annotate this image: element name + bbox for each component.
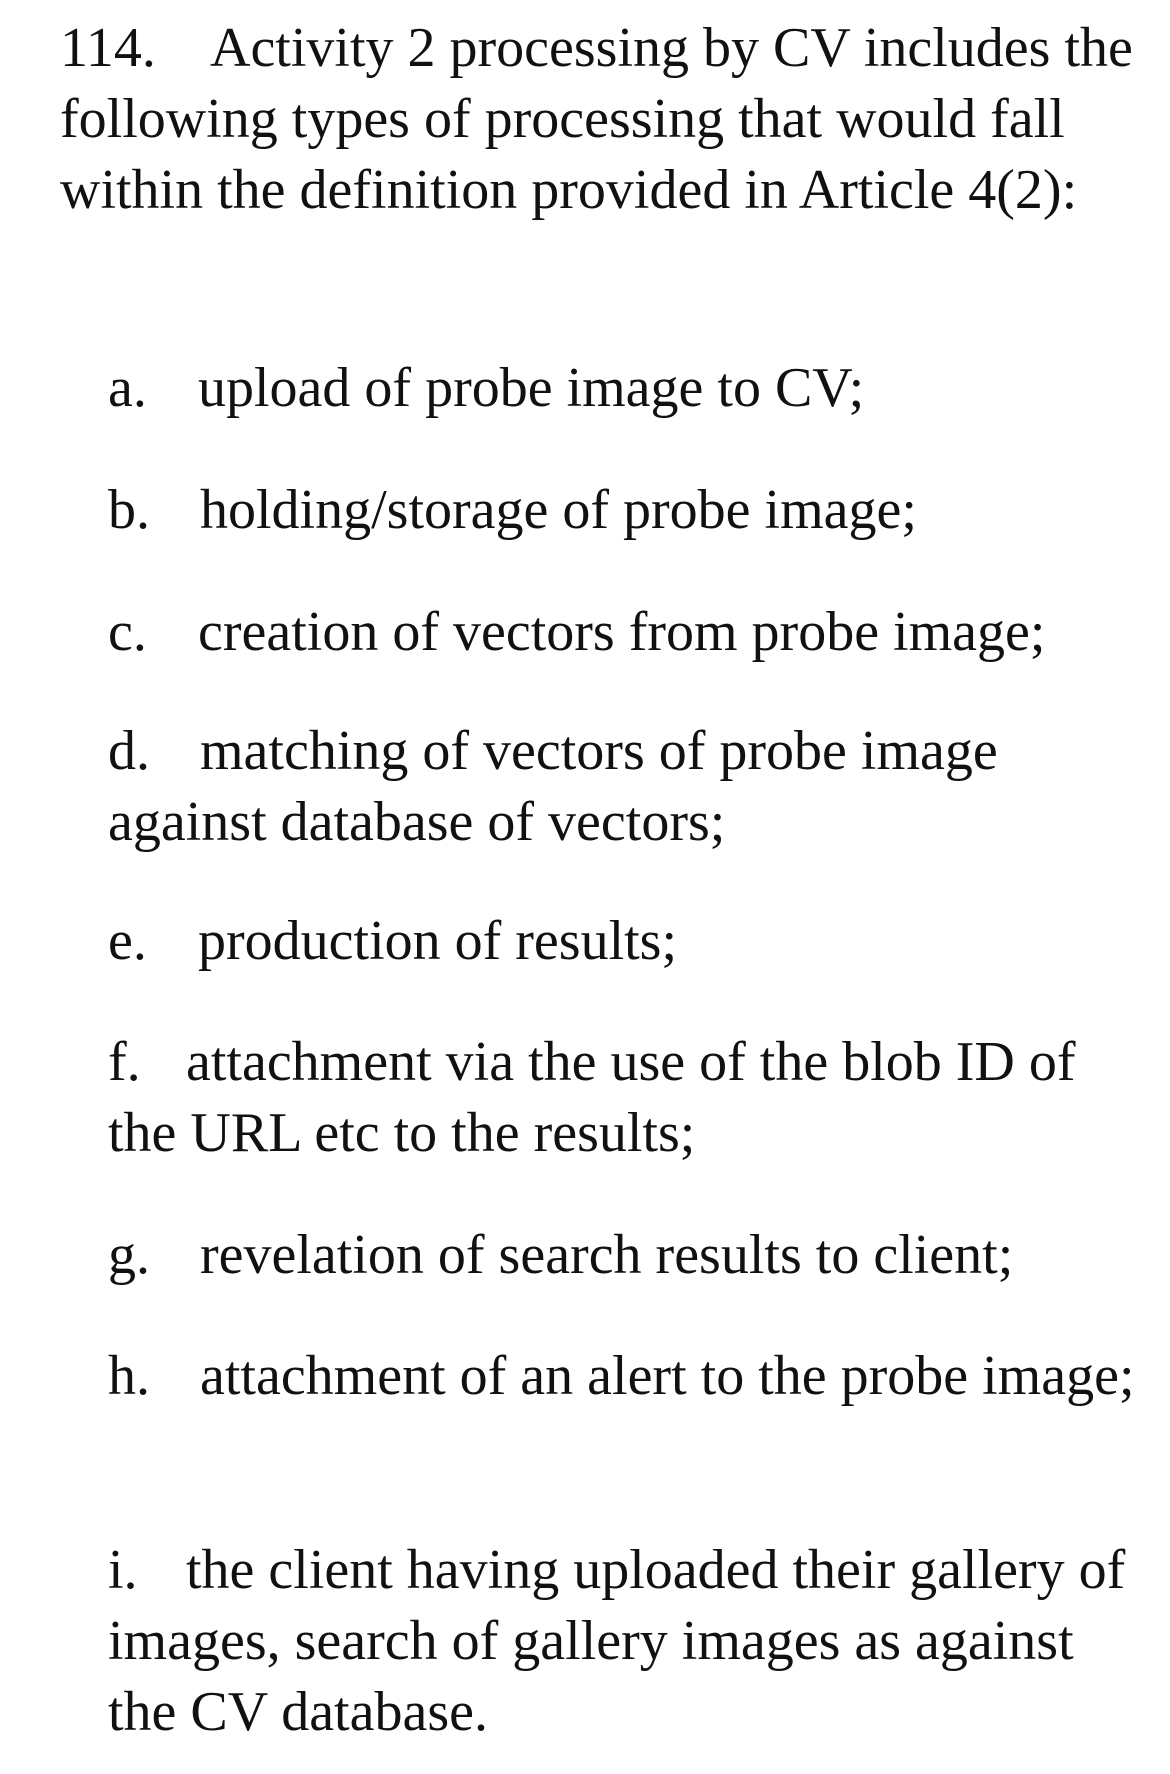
list-item-a (108, 353, 1148, 424)
list-item-h (108, 1341, 1148, 1412)
list-item-f (108, 1027, 1148, 1169)
list-item-text: revelation of search results to client; (200, 1224, 1014, 1286)
list-item-text: upload of probe image to CV; (198, 357, 865, 419)
list-item-g (108, 1220, 1148, 1291)
list-item-text: attachment of an alert to the probe image; (200, 1345, 1135, 1407)
list-item-text: production of results; (198, 910, 678, 972)
list-item-marker: b. (108, 479, 150, 541)
list-item-text: matching of vectors of probe image against database of vectors; (108, 720, 998, 853)
list-item-marker: c. (108, 601, 147, 663)
list-item-marker: h. (108, 1345, 150, 1407)
list-item-text: creation of vectors from probe image; (198, 601, 1046, 663)
paragraph-114 (60, 13, 1140, 226)
list-item-marker: e. (108, 910, 147, 972)
list-item-marker: a. (108, 357, 147, 419)
list-item-marker: i. (108, 1539, 138, 1601)
list-item-marker: d. (108, 720, 150, 782)
paragraph-text: Activity 2 processing by CV includes the following types of processing that would fall within the definition provided in Article 4(2): (60, 17, 1133, 221)
list-item-text: the client having uploaded their gallery of images, search of gallery images as against the CV database. (108, 1539, 1126, 1743)
list-item-text: holding/storage of probe image; (200, 479, 917, 541)
list-item-d (108, 716, 1148, 858)
list-item-marker: f. (108, 1031, 141, 1093)
list-item-e (108, 906, 1148, 977)
list-item-b (108, 475, 1148, 546)
paragraph-number: 114. (60, 17, 156, 79)
list-item-marker: g. (108, 1224, 150, 1286)
list-item-text: attachment via the use of the blob ID of the URL etc to the results; (108, 1031, 1076, 1164)
list-item-c (108, 597, 1148, 668)
list-item-i (108, 1535, 1148, 1748)
